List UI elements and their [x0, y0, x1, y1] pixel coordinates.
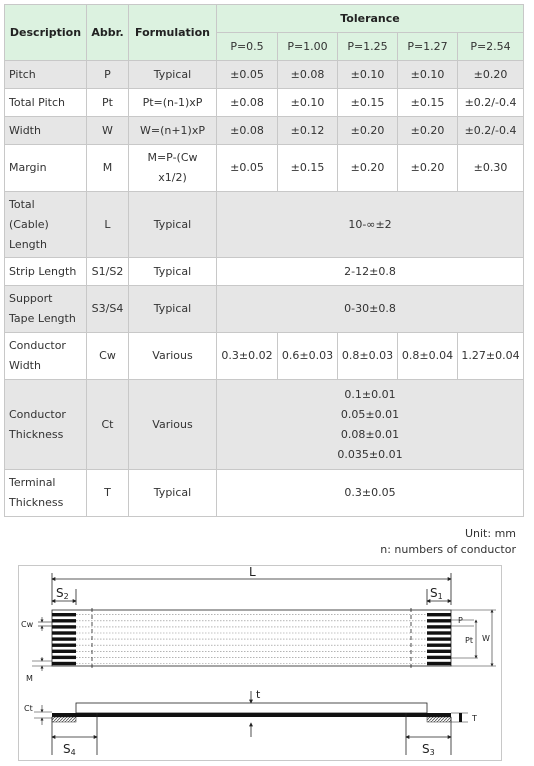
label-Ct: Ct: [24, 704, 33, 713]
cell-description: [5, 380, 87, 470]
label-L: L: [249, 565, 256, 579]
cell-line: Typical: [153, 486, 192, 499]
cell-tolerance: ±0.10: [278, 89, 338, 117]
cell-formulation: [129, 286, 217, 333]
table-row: [5, 286, 524, 333]
cell-formulation: [129, 192, 217, 258]
table-row: [5, 89, 524, 117]
cell-tolerance: ±0.20: [398, 145, 458, 192]
cell-tolerance: ±0.08: [217, 117, 278, 145]
cell-description: [5, 333, 87, 380]
header-formulation: Formulation: [129, 5, 217, 61]
cell-formulation: [129, 470, 217, 517]
cell-tolerance-span: [217, 286, 524, 333]
cell-tolerance: ±0.05: [217, 145, 278, 192]
label-Pt: Pt: [465, 636, 473, 645]
cell-formulation: [129, 61, 217, 89]
cell-tolerance-span: [217, 380, 524, 470]
table-row: [5, 61, 524, 89]
cell-line: Typical: [153, 217, 192, 231]
cell-line: Length: [9, 237, 47, 251]
cell-line: (Cable): [9, 217, 49, 231]
cell-line: 0-30±0.8: [344, 302, 396, 315]
cell-line: Conductor: [9, 407, 66, 421]
header-pitch: P=1.27: [398, 33, 458, 61]
cell-line: 2-12±0.8: [344, 264, 396, 278]
cell-tolerance: ±0.20: [398, 117, 458, 145]
unit-note: Unit: mm: [464, 527, 516, 540]
label-T: T: [472, 714, 477, 723]
cell-tolerance-span: [217, 470, 524, 517]
table-body: [5, 61, 524, 517]
cell-line: W=(n+1)xP: [139, 123, 205, 137]
tolerance-table: [4, 4, 524, 517]
cell-tolerance: ±0.12: [278, 117, 338, 145]
cell-line: Strip Length: [9, 264, 77, 278]
header-tolerance: Tolerance: [217, 5, 524, 33]
cell-abbr: Cw: [87, 333, 129, 380]
header-pitch: P=2.54: [458, 33, 524, 61]
header-pitch: P=1.25: [338, 33, 398, 61]
cell-tolerance: ±0.08: [278, 61, 338, 89]
cell-line: 0.035±0.01: [337, 447, 403, 461]
label-S2-sub: 2: [63, 592, 69, 601]
cell-abbr: S3/S4: [87, 286, 129, 333]
cell-abbr: Ct: [87, 380, 129, 470]
cell-tolerance: 0.8±0.04: [398, 333, 458, 380]
cell-tolerance: ±0.2/-0.4: [458, 89, 524, 117]
label-S1: S: [430, 586, 438, 600]
cell-tolerance-span: [217, 192, 524, 258]
cell-line: Total: [9, 197, 35, 211]
cell-tolerance: 0.6±0.03: [278, 333, 338, 380]
cell-tolerance: ±0.20: [338, 145, 398, 192]
cell-formulation: [129, 89, 217, 117]
cell-line: Tape Length: [9, 312, 76, 325]
cell-description: [5, 470, 87, 517]
cell-tolerance: ±0.05: [217, 61, 278, 89]
cell-formulation: [129, 333, 217, 380]
ffc-dimension-diagram: [18, 565, 502, 761]
label-W: W: [482, 634, 490, 643]
cell-line: 0.1±0.01: [344, 387, 396, 401]
table-row: [5, 333, 524, 380]
cell-line: Typical: [153, 67, 192, 81]
cell-line: Thickness: [9, 427, 64, 441]
cell-tolerance: ±0.08: [217, 89, 278, 117]
cell-abbr: L: [87, 192, 129, 258]
cell-line: Various: [152, 349, 193, 362]
label-S4-sub: 4: [70, 748, 76, 757]
cell-abbr: W: [87, 117, 129, 145]
cell-line: Pt=(n-1)xP: [142, 95, 203, 109]
label-P: P: [458, 616, 463, 625]
cell-tolerance: ±0.10: [338, 61, 398, 89]
cell-tolerance: ±0.10: [398, 61, 458, 89]
cell-abbr: T: [87, 470, 129, 517]
label-S3-sub: 3: [429, 748, 435, 757]
cell-line: Typical: [153, 302, 192, 315]
header-abbr: Abbr.: [87, 5, 129, 61]
table-row: [5, 470, 524, 517]
cell-tolerance: ±0.15: [398, 89, 458, 117]
cell-description: [5, 258, 87, 286]
cell-description: [5, 117, 87, 145]
cell-line: Terminal: [9, 476, 56, 489]
cell-line: Thickness: [9, 496, 64, 509]
header-pitch: P=1.00: [278, 33, 338, 61]
cell-tolerance: ±0.15: [278, 145, 338, 192]
header-description: Description: [5, 5, 87, 61]
cell-line: M=P-(Cw: [147, 151, 198, 164]
cell-line: Various: [152, 417, 193, 431]
cell-abbr: S1/S2: [87, 258, 129, 286]
cell-description: [5, 89, 87, 117]
label-S4: S: [63, 742, 71, 756]
cell-line: Margin: [9, 161, 47, 174]
cell-line: Width: [9, 359, 41, 372]
cell-abbr: P: [87, 61, 129, 89]
cell-tolerance: ±0.30: [458, 145, 524, 192]
table-row: [5, 145, 524, 192]
cell-tolerance: ±0.20: [338, 117, 398, 145]
cell-line: x1/2): [158, 171, 187, 184]
diagram-svg: [18, 565, 502, 761]
cell-line: Total Pitch: [9, 95, 65, 109]
cell-abbr: M: [87, 145, 129, 192]
cell-description: [5, 286, 87, 333]
label-t: t: [256, 688, 261, 701]
cell-description: [5, 192, 87, 258]
cell-line: Width: [9, 123, 41, 137]
cell-line: 0.3±0.05: [344, 486, 396, 499]
cell-abbr: Pt: [87, 89, 129, 117]
cell-line: Conductor: [9, 339, 66, 352]
conductor-count-note: n: numbers of conductor: [380, 543, 516, 556]
cell-description: [5, 145, 87, 192]
cell-tolerance: ±0.20: [458, 61, 524, 89]
cell-line: Support: [9, 292, 53, 305]
cell-tolerance: 0.3±0.02: [217, 333, 278, 380]
label-Cw: Cw: [21, 620, 34, 629]
cell-formulation: [129, 258, 217, 286]
label-S3: S: [422, 742, 430, 756]
label-S2: S: [56, 586, 64, 600]
label-M: M: [26, 674, 33, 683]
cell-tolerance: 0.8±0.03: [338, 333, 398, 380]
cell-line: 10-∞±2: [348, 217, 392, 231]
cell-line: 0.08±0.01: [340, 427, 400, 441]
cell-formulation: [129, 145, 217, 192]
cell-formulation: [129, 117, 217, 145]
cable-top-view: [52, 608, 451, 668]
cell-line: Typical: [153, 264, 192, 278]
cell-description: [5, 61, 87, 89]
table-row: [5, 192, 524, 258]
cell-tolerance: ±0.2/-0.4: [458, 117, 524, 145]
cell-tolerance-span: [217, 258, 524, 286]
header-pitch: P=0.5: [217, 33, 278, 61]
label-S1-sub: 1: [437, 592, 443, 601]
cell-tolerance: ±0.15: [338, 89, 398, 117]
table-row: [5, 380, 524, 470]
cell-formulation: [129, 380, 217, 470]
cell-tolerance: 1.27±0.04: [458, 333, 524, 380]
cell-line: 0.05±0.01: [340, 407, 400, 421]
table-row: [5, 258, 524, 286]
table-row: [5, 117, 524, 145]
cell-line: Pitch: [9, 67, 36, 81]
